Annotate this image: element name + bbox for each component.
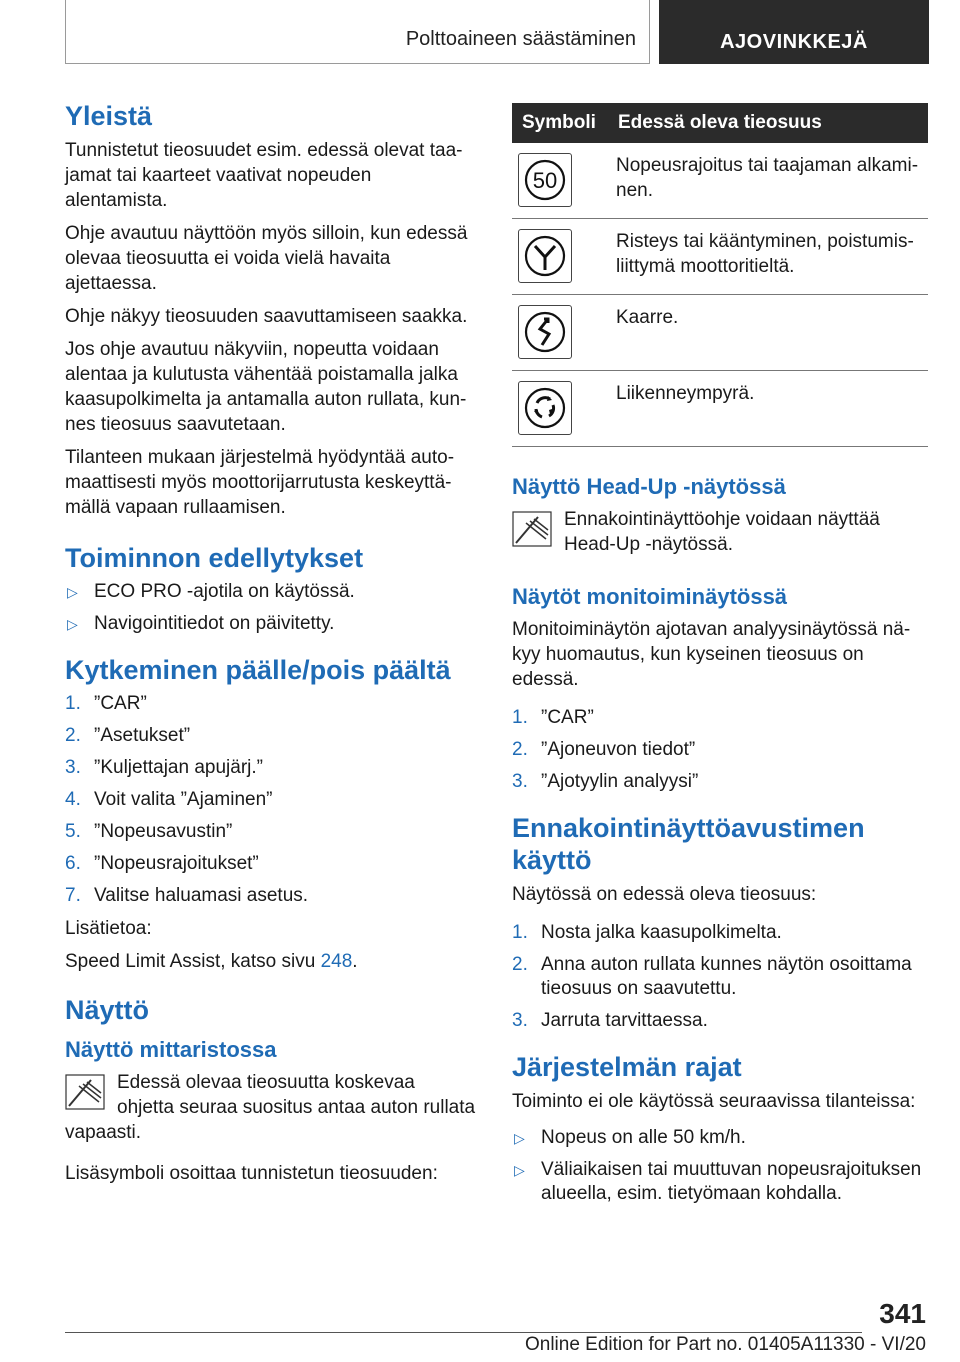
paragraph: Monitoiminäytön ajotavan analyysinäytössä näkyy huomautus, kun kyseinen tieosuus on edessä. bbox=[512, 619, 911, 690]
footer-rule bbox=[65, 1332, 862, 1333]
list-item: 3. ”Kuljettajan apujärj.” bbox=[65, 757, 263, 778]
paragraph: Ohje näkyy tieosuuden saavuttamiseen saakka. bbox=[65, 306, 468, 327]
heading-kaytto: Ennakointinäyttöavustimen käyttö bbox=[512, 813, 865, 875]
curve-icon bbox=[518, 305, 572, 359]
table-header-symbol: Symboli bbox=[512, 103, 608, 143]
note-hint-icon bbox=[512, 511, 552, 547]
page-number: 341 bbox=[879, 1298, 926, 1329]
list-item: 1. ”CAR” bbox=[65, 693, 147, 714]
list-item: 5. ”Nopeusavustin” bbox=[65, 821, 233, 842]
table-row bbox=[512, 295, 928, 371]
steps-list bbox=[65, 692, 477, 908]
heading-naytto-mittaristossa: Näyttö mittaristossa bbox=[65, 1037, 277, 1062]
list-item: ▷ Navigointitiedot on päivitetty. bbox=[67, 613, 335, 634]
limits-list bbox=[512, 1126, 928, 1206]
list-item: ▷ ECO PRO -ajotila on käytössä. bbox=[67, 581, 355, 602]
left-column bbox=[65, 100, 477, 1194]
paragraph: Jos ohje avautuu näkyviin, nopeutta voidaan alentaa ja kulutusta vähentää poistamalla jalka kaasupolkimelta ja antamalla auton rullata, kunnes tieosuus saavutetaan. bbox=[65, 339, 467, 435]
heading-yleista: Yleistä bbox=[65, 101, 153, 131]
header-section-title: Polttoaineen säästäminen bbox=[405, 28, 636, 50]
list-item: 2. ”Asetukset” bbox=[65, 725, 191, 746]
table-cell: Risteys tai kääntyminen, poistumisliittymä moottoritieltä. bbox=[608, 219, 928, 295]
list-item: ▷ Väliaikaisen tai muuttuvan nopeusrajoituksen alueella, esim. tietyömaan kohdalla. bbox=[514, 1159, 922, 1204]
svg-text:50: 50 bbox=[532, 168, 558, 193]
list-item: 2. ”Ajoneuvon tiedot” bbox=[512, 739, 696, 760]
heading-kytkeminen: Kytkeminen päälle/pois päältä bbox=[65, 655, 451, 685]
steps-list bbox=[512, 706, 928, 794]
table-row bbox=[512, 219, 928, 295]
header-rule-left bbox=[65, 0, 66, 64]
note-block bbox=[65, 1070, 477, 1153]
steps-list bbox=[512, 921, 928, 1033]
paragraph: Lisäsymboli osoittaa tunnistetun tieosuuden: bbox=[65, 1163, 438, 1184]
list-item: 6. ”Nopeusrajoitukset” bbox=[65, 853, 259, 874]
page-reference-link[interactable]: 248 bbox=[320, 951, 353, 972]
header-chapter-tab[interactable]: AJOVINKKEJÄ bbox=[659, 0, 929, 64]
list-item: 4. Voit valita ”Ajaminen” bbox=[65, 789, 273, 810]
note-hint-icon bbox=[65, 1074, 105, 1110]
junction-icon bbox=[518, 229, 572, 283]
list-item: 7. Valitse haluamasi asetus. bbox=[65, 885, 309, 906]
paragraph: Ohje avautuu näyttöön myös silloin, kun edessä olevaa tieosuutta ei voida vielä havaita ajettaessa. bbox=[65, 223, 468, 294]
header-rule-mid bbox=[649, 0, 650, 64]
paragraph: Toiminto ei ole käytössä seuraavissa tilanteissa: bbox=[512, 1091, 916, 1112]
symbol-table bbox=[512, 103, 928, 447]
note-text: Edessä olevaa tieosuutta koskevaa ohjetta seuraa suositus antaa auton rullata vapaasti. bbox=[65, 1072, 476, 1143]
heading-edellytykset: Toiminnon edellytykset bbox=[65, 543, 364, 573]
list-item: 1. Nosta jalka kaasupolkimelta. bbox=[512, 922, 782, 943]
table-row bbox=[512, 371, 928, 447]
heading-monitoiminaytossa: Näytöt monitoiminäytössä bbox=[512, 584, 788, 609]
list-item: 2. Anna auton rullata kunnes näytön osoittama tieosuus on saavutettu. bbox=[512, 954, 912, 999]
triangle-bullet-icon: ▷ bbox=[514, 1162, 525, 1178]
requirements-list bbox=[65, 580, 477, 636]
triangle-bullet-icon: ▷ bbox=[67, 584, 78, 600]
list-item: 3. Jarruta tarvittaessa. bbox=[512, 1010, 708, 1031]
right-column bbox=[512, 103, 928, 1214]
triangle-bullet-icon: ▷ bbox=[514, 1130, 525, 1146]
paragraph: Tunnistetut tieosuudet esim. edessä olevat taajamat tai kaarteet vaativat nopeuden alentamista. bbox=[65, 140, 463, 211]
roundabout-icon bbox=[518, 381, 572, 435]
list-item: 1. ”CAR” bbox=[512, 707, 594, 728]
table-cell: Nopeusrajoitus tai taajaman alkaminen. bbox=[608, 143, 928, 219]
paragraph: Tilanteen mukaan järjestelmä hyödyntää automaattisesti myös moottorijarrutusta keskeyttämällä vapaan rullaamisen. bbox=[65, 447, 455, 518]
heading-headup: Näyttö Head-Up -näytössä bbox=[512, 474, 786, 499]
lisatietoa-label: Lisätietoa: bbox=[65, 918, 152, 939]
heading-rajat: Järjestelmän rajat bbox=[512, 1052, 742, 1082]
table-row bbox=[512, 143, 928, 219]
triangle-bullet-icon: ▷ bbox=[67, 616, 78, 632]
reference-line: Speed Limit Assist, katso sivu 248. bbox=[65, 951, 358, 972]
heading-naytto: Näyttö bbox=[65, 995, 150, 1025]
list-item: ▷ Nopeus on alle 50 km/h. bbox=[514, 1127, 746, 1148]
footer-edition: Online Edition for Part no. 01405A11330 - VI/20 bbox=[524, 1334, 926, 1355]
table-header-section: Edessä oleva tieosuus bbox=[608, 103, 928, 143]
note-block bbox=[512, 507, 928, 565]
table-cell: Liikenneympyrä. bbox=[608, 371, 928, 447]
note-text: Ennakointinäyttöohje voidaan näyttää Head-Up -näytössä. bbox=[564, 509, 880, 555]
paragraph: Näytössä on edessä oleva tieosuus: bbox=[512, 884, 817, 905]
table-cell: Kaarre. bbox=[608, 295, 928, 371]
speed-limit-50-icon bbox=[518, 153, 572, 207]
list-item: 3. ”Ajotyylin analyysi” bbox=[512, 771, 699, 792]
header-rule-bottom bbox=[65, 63, 650, 64]
